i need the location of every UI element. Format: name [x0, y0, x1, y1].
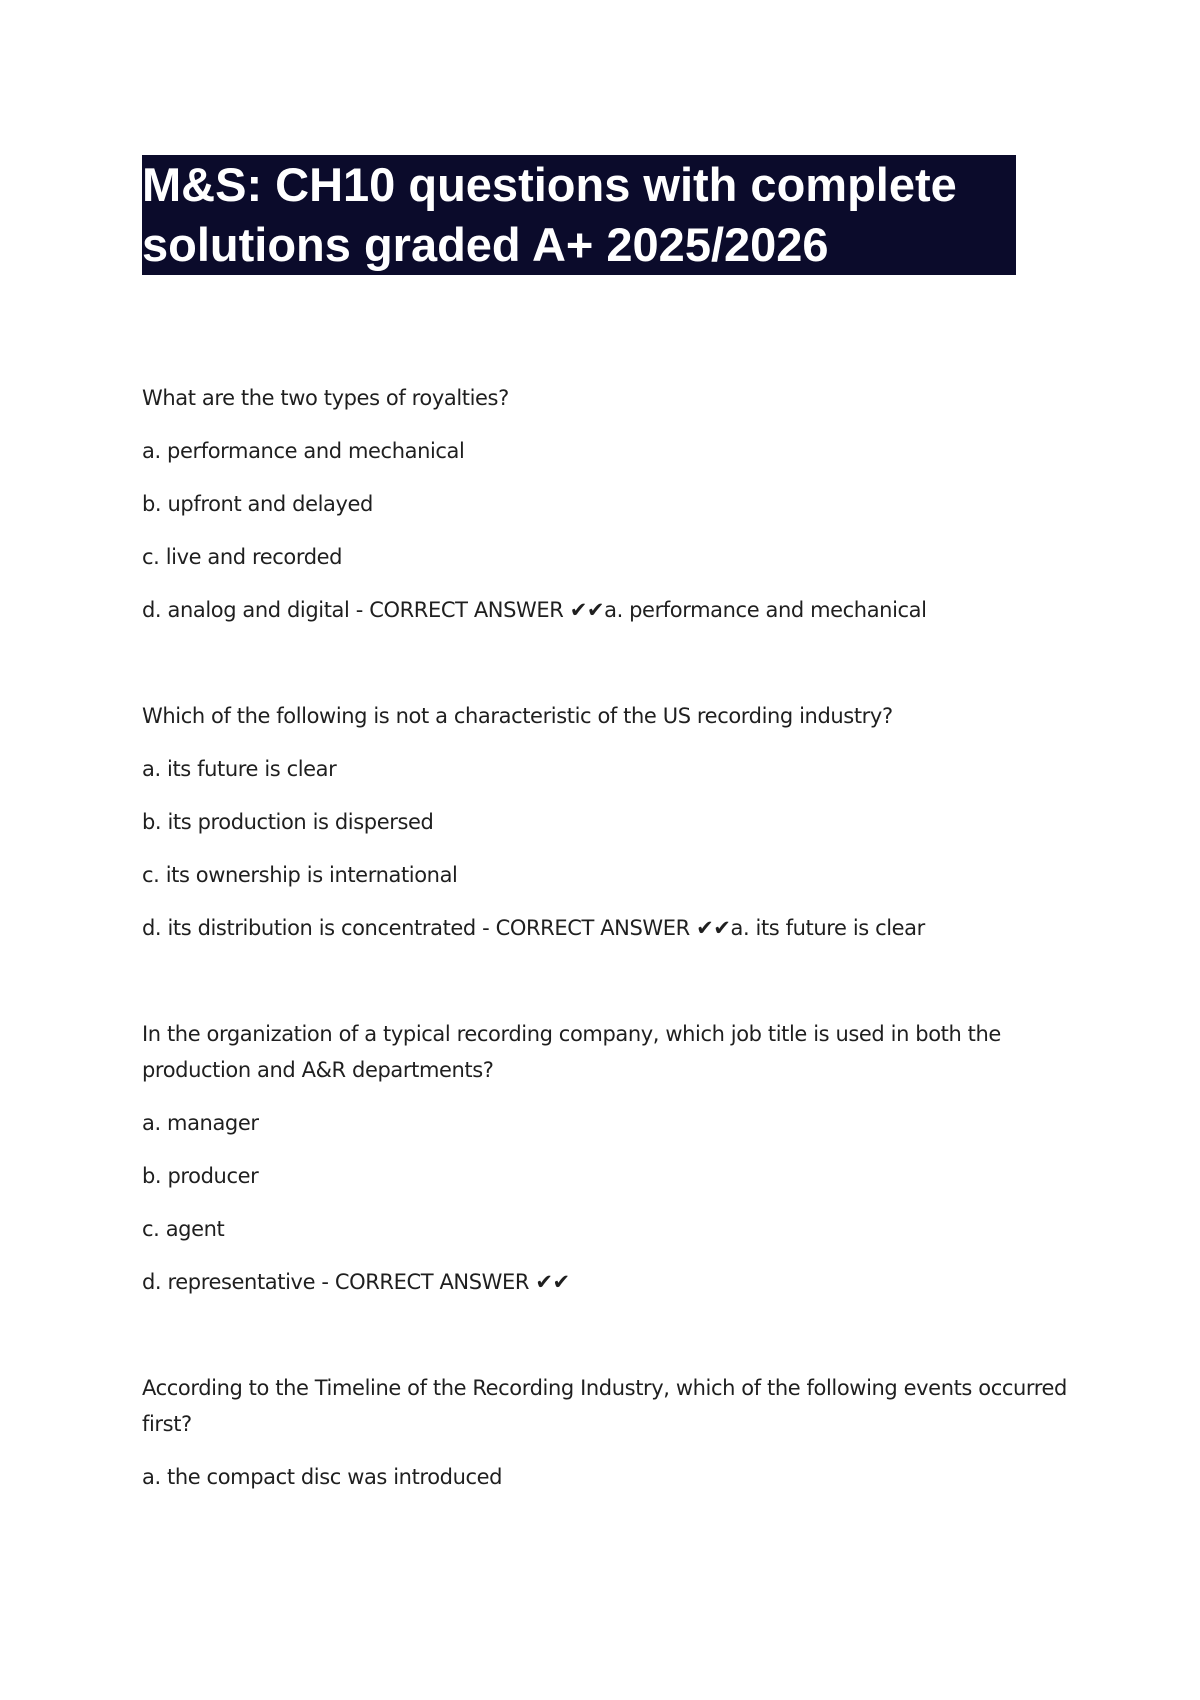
correct-answer-label: CORRECT ANSWER ✔✔	[495, 916, 731, 940]
question-text: In the organization of a typical recording company, which job title is used in both the production and A&R departments?	[142, 1022, 1001, 1082]
option-a: a. manager	[142, 1111, 259, 1135]
option-c: c. live and recorded	[142, 545, 343, 569]
option-c: c. its ownership is international	[142, 863, 458, 887]
spacer	[142, 645, 1082, 698]
option-d-with-answer	[142, 592, 1082, 628]
option-a: a. its future is clear	[142, 757, 337, 781]
question-text: Which of the following is not a characteristic of the US recording industry?	[142, 704, 893, 728]
option-d-with-answer	[142, 910, 1082, 946]
question-block-1	[142, 380, 1082, 628]
question-block-3	[142, 1016, 1082, 1300]
spacer	[142, 1317, 1082, 1370]
option-b: b. its production is dispersed	[142, 810, 434, 834]
title-line-2: solutions graded A+ 2025/2026	[142, 218, 829, 271]
questions-list	[142, 380, 1082, 1512]
spacer	[142, 963, 1082, 1016]
option-a: a. the compact disc was introduced	[142, 1465, 503, 1489]
option-d: d. analog and digital -	[142, 598, 370, 622]
question-block-4	[142, 1370, 1082, 1495]
option-d-with-answer	[142, 1264, 1082, 1300]
option-a: a. performance and mechanical	[142, 439, 465, 463]
document-title	[142, 155, 1016, 275]
option-b: b. upfront and delayed	[142, 492, 373, 516]
option-d: d. its distribution is concentrated -	[142, 916, 496, 940]
title-line-1: M&S: CH10 questions with complete	[142, 158, 957, 211]
question-block-2	[142, 698, 1082, 946]
correct-answer-value: a. performance and mechanical	[604, 598, 927, 622]
correct-answer-value: a. its future is clear	[730, 916, 925, 940]
correct-answer-label: CORRECT ANSWER ✔✔	[334, 1270, 570, 1294]
question-text: According to the Timeline of the Recording Industry, which of the following events occurred first?	[142, 1376, 1067, 1436]
option-b: b. producer	[142, 1164, 259, 1188]
option-d: d. representative -	[142, 1270, 335, 1294]
option-c: c. agent	[142, 1217, 225, 1241]
question-text: What are the two types of royalties?	[142, 386, 509, 410]
correct-answer-label: CORRECT ANSWER ✔✔	[369, 598, 605, 622]
